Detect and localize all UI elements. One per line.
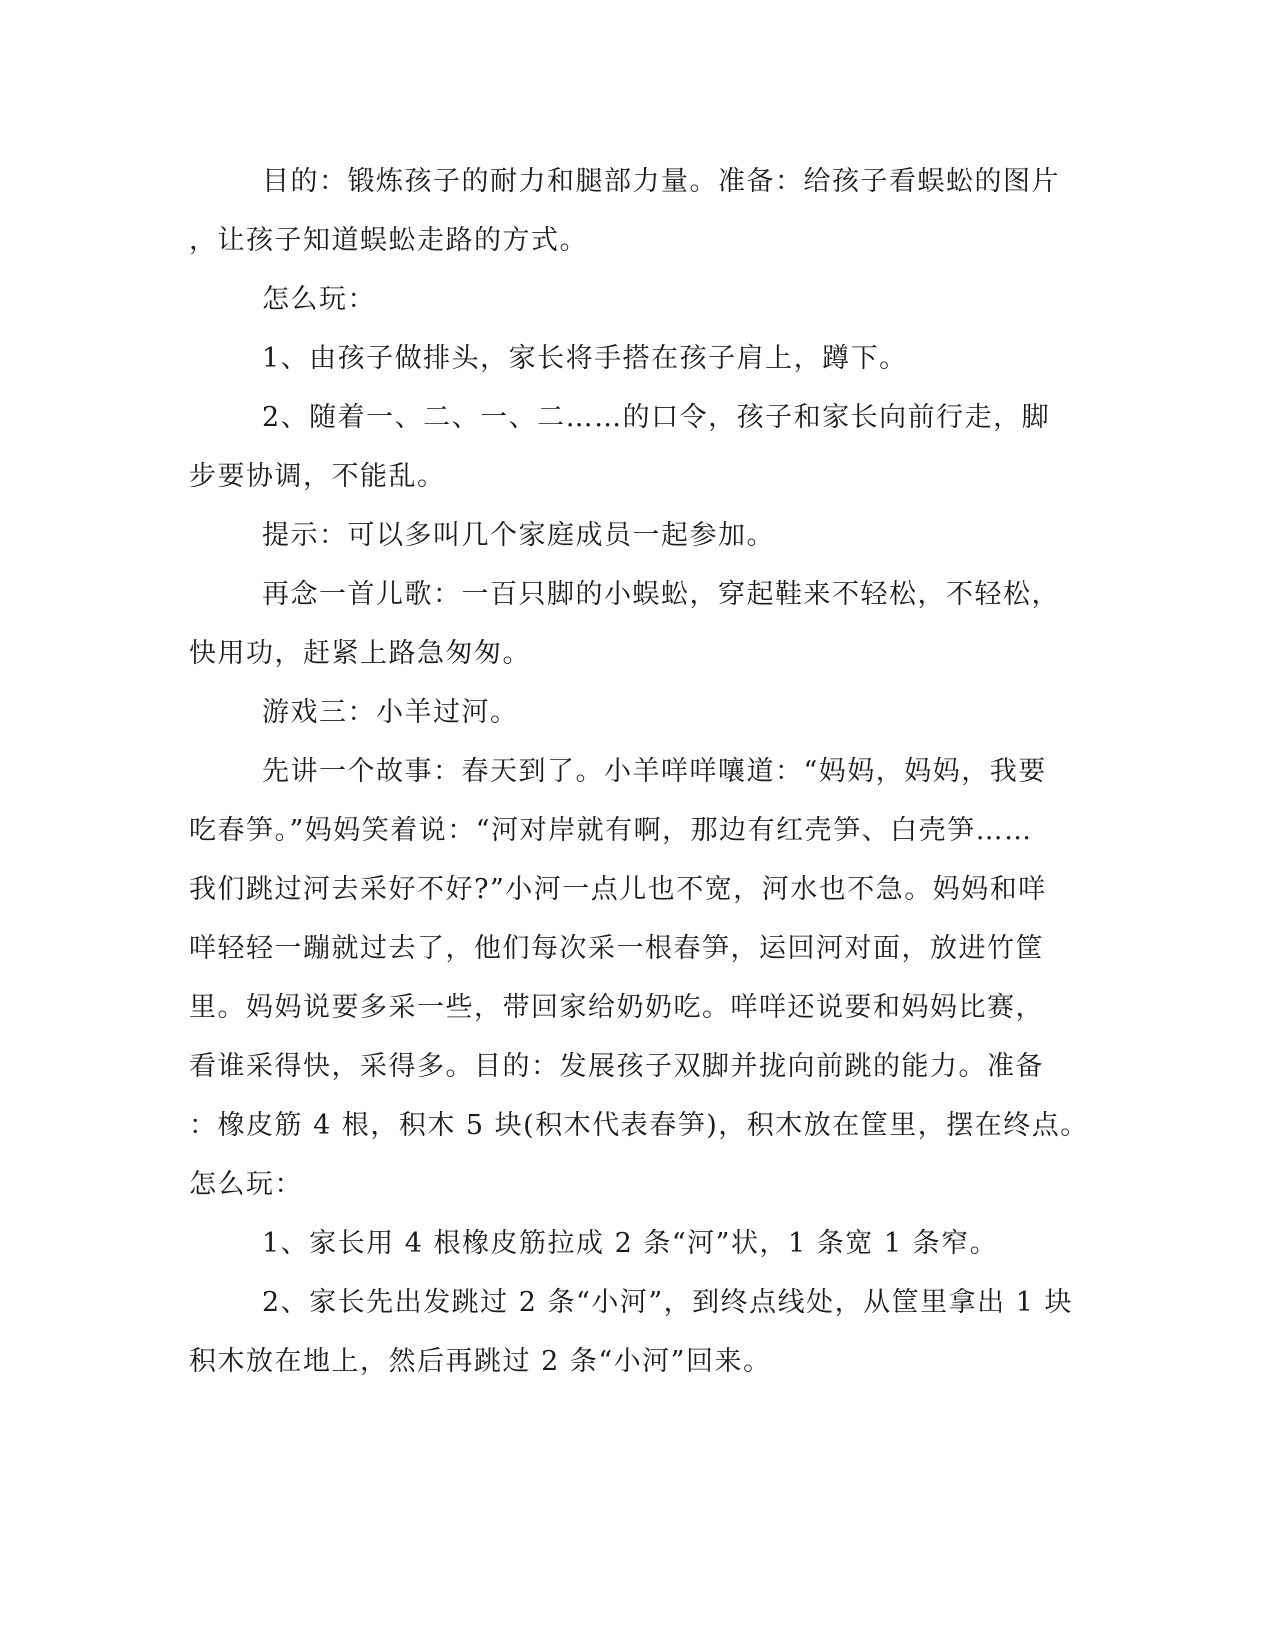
- text-line: 快用功，赶紧上路急匆匆。: [189, 638, 531, 669]
- text-line: 看谁采得快，采得多。目的：发展孩子双脚并拢向前跳的能力。准备: [189, 1051, 1044, 1082]
- text-line: 2、随着一、二、一、二……的口令，孩子和家长向前行走，脚: [262, 402, 1051, 433]
- text-line: 1、由孩子做排头，家长将手搭在孩子肩上，蹲下。: [262, 343, 908, 374]
- text-line: 1、家长用 4 根橡皮筋拉成 2 条“河”状，1 条宽 1 条窄。: [262, 1228, 999, 1259]
- text-line: 怎么玩：: [189, 1169, 303, 1200]
- text-line: 2、家长先出发跳过 2 条“小河”，到终点线处，从筐里拿出 1 块: [262, 1287, 1073, 1318]
- text-line: 积木放在地上，然后再跳过 2 条“小河”回来。: [189, 1346, 772, 1377]
- text-line: 提示：可以多叫几个家庭成员一起参加。: [262, 520, 775, 551]
- text-line: 再念一首儿歌：一百只脚的小蜈蚣，穿起鞋来不轻松，不轻松，: [262, 579, 1060, 610]
- text-line: 里。妈妈说要多采一些，带回家给奶奶吃。咩咩还说要和妈妈比赛，: [189, 992, 1044, 1023]
- text-line: 步要协调，不能乱。: [189, 461, 446, 492]
- text-line: 游戏三：小羊过河。: [262, 697, 519, 728]
- text-line: 吃春笋。”妈妈笑着说：“河对岸就有啊，那边有红壳笋、白壳笋……: [189, 815, 1033, 846]
- text-line: 目的：锻炼孩子的耐力和腿部力量。准备：给孩子看蜈蚣的图片: [262, 166, 1060, 197]
- text-line: 先讲一个故事：春天到了。小羊咩咩嚷道：“妈妈，妈妈，我要: [262, 756, 1047, 787]
- text-line: ：橡皮筋 4 根，积木 5 块(积木代表春笋)，积木放在筐里，摆在终点。: [189, 1110, 1089, 1141]
- text-line: 怎么玩：: [262, 284, 376, 315]
- text-line: 咩轻轻一蹦就过去了，他们每次采一根春笋，运回河对面，放进竹筐: [189, 933, 1044, 964]
- text-line: 我们跳过河去采好不好?”小河一点儿也不宽，河水也不急。妈妈和咩: [189, 874, 1047, 905]
- text-line: ，让孩子知道蜈蚣走路的方式。: [189, 225, 588, 256]
